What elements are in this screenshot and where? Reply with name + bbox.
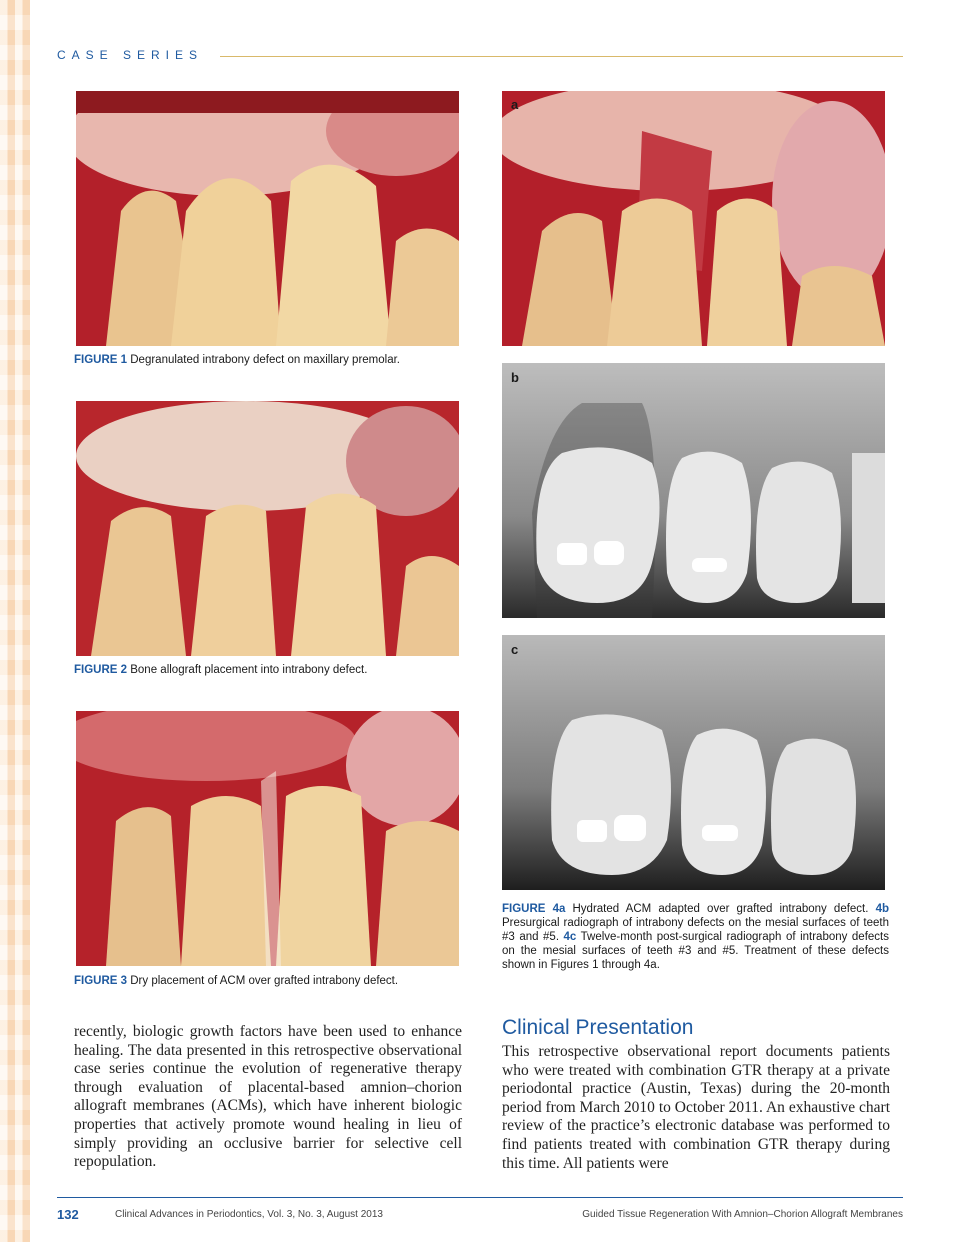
figure-3-caption-text: Dry placement of ACM over grafted intrabony defect.	[127, 975, 399, 987]
body-right-column: This retrospective observational report documents patients who were treated with combination GTR therapy at a private periodontal practice (Austin, Texas) during the 20-month period from March 2010 to October 2011. An exhaustive chart review of the practice’s electronic database was performed to find patients treated with combination GTR therapy during this time. All patients were	[502, 1043, 890, 1172]
figure-3-caption	[74, 974, 474, 988]
figure-2-label: FIGURE 2	[74, 664, 128, 676]
figure-4a-caption-text: Hydrated ACM adapted over grafted intrabony defect.	[565, 903, 876, 915]
decorative-mosaic-strip	[0, 0, 30, 1242]
figure-2-photo	[76, 401, 459, 656]
figure-4a-photo	[502, 91, 885, 346]
figure-2-caption-text: Bone allograft placement into intrabony defect.	[127, 664, 368, 676]
footer-rule	[57, 1197, 903, 1198]
header-rule	[220, 56, 903, 57]
figure-1-caption-text: Degranulated intrabony defect on maxillary premolar.	[127, 354, 400, 366]
figure-3-photo	[76, 711, 459, 966]
figure-4c-label: 4c	[563, 931, 577, 943]
figure-1-photo	[76, 91, 459, 346]
figure-4b-panel-letter: b	[511, 370, 519, 385]
figure-4b-label: 4b	[875, 903, 890, 915]
figure-4a-label: FIGURE 4a	[502, 903, 566, 915]
figure-1-label: FIGURE 1	[74, 354, 128, 366]
figure-4a-panel-letter: a	[511, 97, 519, 112]
section-heading-clinical-presentation: Clinical Presentation	[502, 1016, 694, 1039]
figure-4c-radiograph	[502, 635, 885, 890]
figure-4b-radiograph	[502, 363, 885, 618]
figure-4c-caption-text: Twelve-month post-surgical radiograph of intrabony defects on the mesial surfaces of teeth #3 and #5. Treatment of these defects shown in Figures 1 through 4a.	[502, 931, 889, 971]
page-number: 132	[57, 1207, 79, 1222]
section-label: CASE SERIES	[57, 48, 204, 62]
figure-2-caption	[74, 663, 474, 677]
journal-citation: Clinical Advances in Periodontics, Vol. 3, No. 3, August 2013	[115, 1209, 383, 1220]
figure-4b-caption-text: Presurgical radiograph of intrabony defects on the mesial surfaces of teeth #3 and #5.	[502, 917, 889, 943]
body-left-column: recently, biologic growth factors have been used to enhance healing. The data presented in this retrospective observational case series continue the evolution of regenerative therapy through evaluation of placental-based amnion–chorion allograft membranes (ACMs), which have inherent biologic properties that actively promote wound healing in lieu of simply providing an occlusive barrier for selective cell repopulation.	[74, 1023, 462, 1171]
running-title: Guided Tissue Regeneration With Amnion–Chorion Allograft Membranes	[582, 1209, 903, 1220]
figure-1-caption	[74, 353, 474, 367]
figure-4c-panel-letter: c	[511, 642, 519, 657]
figure-3-label: FIGURE 3	[74, 975, 128, 987]
figure-4-caption	[502, 902, 889, 972]
